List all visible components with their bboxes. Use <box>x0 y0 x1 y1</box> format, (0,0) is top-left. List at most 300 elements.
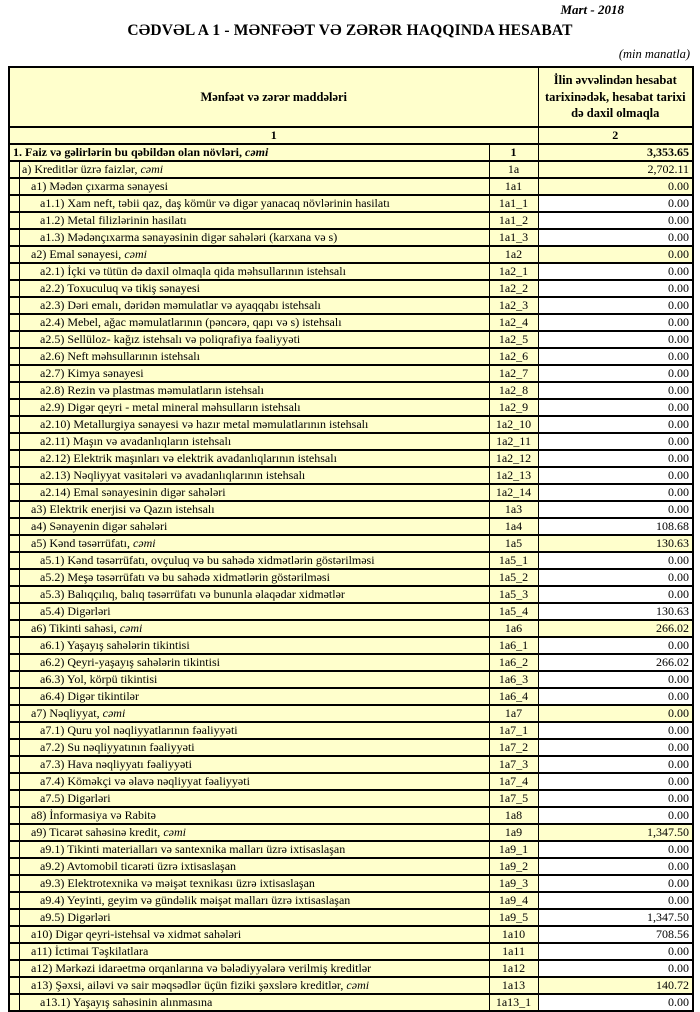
indent-guide-line <box>19 570 20 585</box>
row-code: 1a7_5 <box>489 790 538 807</box>
row-value: 266.02 <box>538 620 693 637</box>
table-row <box>9 552 693 569</box>
row-label-text: a9.1) Tikinti materialları və santexnika malları üzrə ixtisaslaşan <box>40 842 346 856</box>
row-value: 0.00 <box>538 297 693 314</box>
table-row <box>9 382 693 399</box>
row-label <box>9 943 489 960</box>
row-label <box>9 144 489 161</box>
row-code: 1a7_3 <box>489 756 538 773</box>
indent-guide-line <box>19 451 20 466</box>
row-label-text: a9.3) Elektrotexnika və məişət texnikası üzrə ixtisaslaşan <box>40 876 315 890</box>
indent-guide-line <box>19 961 20 976</box>
indent-guide-line <box>19 978 20 993</box>
row-label <box>9 790 489 807</box>
row-value: 0.00 <box>538 382 693 399</box>
row-label <box>9 348 489 365</box>
row-code: 1a11 <box>489 943 538 960</box>
indent-guide-line <box>19 434 20 449</box>
row-value: 0.00 <box>538 212 693 229</box>
row-code: 1a5_2 <box>489 569 538 586</box>
row-value: 0.00 <box>538 807 693 824</box>
indent-guide-line <box>19 264 20 279</box>
row-label-text: a7.2) Su nəqliyyatının fəaliyyəti <box>40 740 195 754</box>
row-label-text: a2.3) Dəri emalı, dəridən məmulatlar və ayaqqabı istehsalı <box>40 298 321 312</box>
row-code: 1a2_4 <box>489 314 538 331</box>
row-label <box>9 450 489 467</box>
indent-guide-line <box>19 281 20 296</box>
row-label <box>9 297 489 314</box>
row-code: 1a9 <box>489 824 538 841</box>
row-code: 1a5_1 <box>489 552 538 569</box>
table-row <box>9 926 693 943</box>
row-label-text: a2.13) Nəqliyyat vasitələri və avadanlıqlarının istehsalı <box>40 468 306 482</box>
row-code: 1a7_4 <box>489 773 538 790</box>
indent-guide-line <box>19 774 20 789</box>
row-value: 0.00 <box>538 467 693 484</box>
row-label <box>9 212 489 229</box>
indent-guide-line <box>19 791 20 806</box>
row-code: 1a2_3 <box>489 297 538 314</box>
indent-guide-line <box>19 689 20 704</box>
row-label-text: a5.3) Balıqçılıq, balıq təsərrüfatı və bununla əlaqədar xidmətlər <box>40 587 345 601</box>
row-code: 1a2_12 <box>489 450 538 467</box>
row-label-text: a5.1) Kənd təsərrüfatı, ovçuluq və bu sahədə xidmətlərin göstərilməsi <box>40 553 375 567</box>
table-row <box>9 722 693 739</box>
header-row <box>9 67 693 127</box>
row-label <box>9 841 489 858</box>
row-code: 1a8 <box>489 807 538 824</box>
row-label-text: a2.9) Digər qeyri - metal mineral məhsulların istehsalı <box>40 400 301 414</box>
indent-guide-line <box>19 842 20 857</box>
row-value: 130.63 <box>538 535 693 552</box>
row-code: 1a2_14 <box>489 484 538 501</box>
row-value: 0.00 <box>538 705 693 722</box>
row-code: 1a6_2 <box>489 654 538 671</box>
row-label-text: a7) Nəqliyyat, cəmi <box>31 706 126 720</box>
indent-guide-line <box>19 706 20 721</box>
row-label <box>9 892 489 909</box>
row-label-text: a2.14) Emal sənayesinin digər sahələri <box>40 485 226 499</box>
table-row <box>9 518 693 535</box>
table-row <box>9 365 693 382</box>
indent-guide-line <box>19 910 20 925</box>
table-row <box>9 569 693 586</box>
row-label <box>9 382 489 399</box>
indent-guide-line <box>19 366 20 381</box>
row-code: 1a2_7 <box>489 365 538 382</box>
table-row <box>9 960 693 977</box>
row-label <box>9 824 489 841</box>
indent-guide-line <box>19 757 20 772</box>
table-row <box>9 892 693 909</box>
row-label <box>9 756 489 773</box>
row-value: 0.00 <box>538 858 693 875</box>
row-code: 1a2_2 <box>489 280 538 297</box>
row-value: 1,347.50 <box>538 824 693 841</box>
row-label-text: a1.3) Mədənçıxarma sənayəsinin digər sahələri (karxana və s) <box>40 230 338 244</box>
row-code: 1a2_8 <box>489 382 538 399</box>
row-code: 1a7_2 <box>489 739 538 756</box>
row-label-text: a1.1) Xam neft, təbii qaz, daş kömür və digər yanacaq növlərinin hasilatı <box>40 196 390 210</box>
row-code: 1a1_1 <box>489 195 538 212</box>
row-label-text: a6.2) Qeyri-yaşayış sahələrin tikintisi <box>40 655 220 669</box>
indent-guide-line <box>19 723 20 738</box>
row-value: 2,702.11 <box>538 161 693 178</box>
row-label <box>9 501 489 518</box>
table-row <box>9 790 693 807</box>
page-title: CƏDVƏL A 1 - MƏNFƏƏT VƏ ZƏRƏR HAQQINDA HESABAT <box>127 22 573 39</box>
row-code: 1a12 <box>489 960 538 977</box>
items-column-header: Mənfəət və zərər maddələri <box>9 67 538 127</box>
row-label <box>9 807 489 824</box>
column-number-row <box>9 127 693 144</box>
table-row <box>9 484 693 501</box>
row-label-text: a10) Digər qeyri-istehsal və xidmət sahələri <box>31 927 242 941</box>
row-value: 0.00 <box>538 450 693 467</box>
row-code: 1a13_1 <box>489 994 538 1011</box>
row-code: 1a2_1 <box>489 263 538 280</box>
table-row <box>9 773 693 790</box>
row-label-text: a6) Tikinti sahəsi, cəmi <box>31 621 143 635</box>
row-label-text: a1) Mədən çıxarma sənayesi <box>31 179 168 193</box>
row-value: 0.00 <box>538 501 693 518</box>
table-row <box>9 739 693 756</box>
row-label-text: a2.4) Mebel, ağac məmulatlarının (pəncərə, qapı və s) istehsalı <box>40 315 342 329</box>
table-row <box>9 195 693 212</box>
table-row <box>9 331 693 348</box>
row-code: 1a2_11 <box>489 433 538 450</box>
table-row <box>9 943 693 960</box>
row-label-text: a11) İctimai Təşkilatlara <box>31 944 149 958</box>
indent-guide-line <box>19 740 20 755</box>
indent-guide-line <box>19 417 20 432</box>
row-label <box>9 433 489 450</box>
row-value: 0.00 <box>538 484 693 501</box>
row-label-text: a2) Emal sənayesi, cəmi <box>31 247 147 261</box>
row-label <box>9 535 489 552</box>
row-label <box>9 620 489 637</box>
table-row <box>9 671 693 688</box>
row-label <box>9 195 489 212</box>
row-value: 0.00 <box>538 280 693 297</box>
row-label-text: a12) Mərkəzi idarəetmə orqanlarına və bələdiyyələrə verilmiş kreditlər <box>31 961 372 975</box>
row-label-text: a2.6) Neft məhsullarının istehsalı <box>40 349 200 363</box>
row-value: 0.00 <box>538 943 693 960</box>
table-row <box>9 161 693 178</box>
row-value: 0.00 <box>538 246 693 263</box>
row-label <box>9 161 489 178</box>
row-label <box>9 875 489 892</box>
row-label-text: a2.2) Toxuculuq və tikiş sənayesi <box>40 281 200 295</box>
table-row <box>9 212 693 229</box>
row-label <box>9 654 489 671</box>
row-label <box>9 586 489 603</box>
indent-guide-line <box>19 315 20 330</box>
table-row <box>9 620 693 637</box>
row-label <box>9 773 489 790</box>
row-label <box>9 331 489 348</box>
row-code: 1a2_5 <box>489 331 538 348</box>
table-row <box>9 875 693 892</box>
indent-guide-line <box>19 825 20 840</box>
indent-guide-line <box>19 196 20 211</box>
indent-guide-line <box>19 672 20 687</box>
row-code: 1a3 <box>489 501 538 518</box>
row-label-text: a7.4) Köməkçi və əlavə nəqliyyat fəaliyyəti <box>40 774 250 788</box>
row-label-text: a2.1) İçki və tütün də daxil olmaqla qida məhsullarının istehsalı <box>40 264 346 278</box>
row-label-text: a6.3) Yol, körpü tikintisi <box>40 672 158 686</box>
row-code: 1a6 <box>489 620 538 637</box>
row-code: 1a13 <box>489 977 538 994</box>
row-value: 0.00 <box>538 552 693 569</box>
row-label <box>9 722 489 739</box>
row-label-text: a13.1) Yaşayış sahəsinin alınmasına <box>40 995 213 1009</box>
row-label-text: a7.3) Hava nəqliyyatı fəaliyyəti <box>40 757 192 771</box>
row-value: 266.02 <box>538 654 693 671</box>
table-row <box>9 263 693 280</box>
indent-guide-line <box>19 332 20 347</box>
indent-guide-line <box>19 655 20 670</box>
row-value: 0.00 <box>538 960 693 977</box>
table-row <box>9 977 693 994</box>
row-label-text: a) Kreditlər üzrə faizlər, cəmi <box>22 162 164 176</box>
table-row <box>9 467 693 484</box>
table-row <box>9 433 693 450</box>
row-value: 0.00 <box>538 365 693 382</box>
indent-guide-line <box>19 927 20 942</box>
row-value: 0.00 <box>538 739 693 756</box>
row-label-text: 1. Faiz və gəlirlərin bu qəbildən olan növləri, cəmi <box>13 145 269 159</box>
row-value: 0.00 <box>538 195 693 212</box>
row-label <box>9 246 489 263</box>
row-label-text: a3) Elektrik enerjisi və Qazın istehsalı <box>31 502 215 516</box>
row-code: 1a2_9 <box>489 399 538 416</box>
row-label <box>9 229 489 246</box>
row-value: 0.00 <box>538 416 693 433</box>
row-label <box>9 365 489 382</box>
row-label-text: a4) Sənayenin digər sahələri <box>31 519 168 533</box>
table-row <box>9 994 693 1011</box>
indent-guide-line <box>19 638 20 653</box>
indent-guide-line <box>19 485 20 500</box>
row-label <box>9 314 489 331</box>
row-value: 0.00 <box>538 348 693 365</box>
row-value: 0.00 <box>538 263 693 280</box>
row-label <box>9 637 489 654</box>
row-label <box>9 484 489 501</box>
row-value: 0.00 <box>538 637 693 654</box>
table-row <box>9 399 693 416</box>
row-label-text: a2.8) Rezin və plastmas məmulatların istehsalı <box>40 383 264 397</box>
row-code: 1a <box>489 161 538 178</box>
row-value: 0.00 <box>538 875 693 892</box>
row-code: 1a2_10 <box>489 416 538 433</box>
row-label-text: a6.4) Digər tikintilər <box>40 689 139 703</box>
row-value: 0.00 <box>538 790 693 807</box>
row-code: 1a9_5 <box>489 909 538 926</box>
table-row <box>9 501 693 518</box>
table-row <box>9 909 693 926</box>
row-label <box>9 178 489 195</box>
row-value: 0.00 <box>538 331 693 348</box>
indent-guide-line <box>19 502 20 517</box>
row-label-text: a9) Ticarət sahəsinə kredit, cəmi <box>31 825 186 839</box>
row-label <box>9 909 489 926</box>
row-label <box>9 416 489 433</box>
row-label-text: a6.1) Yaşayış sahələrin tikintisi <box>40 638 190 652</box>
row-code: 1a2_13 <box>489 467 538 484</box>
row-code: 1a7 <box>489 705 538 722</box>
row-code: 1a10 <box>489 926 538 943</box>
indent-guide-line <box>19 400 20 415</box>
row-value: 0.00 <box>538 994 693 1011</box>
indent-guide-line <box>19 179 20 194</box>
row-value: 0.00 <box>538 892 693 909</box>
items-column-number: 1 <box>9 127 538 144</box>
row-label-text: a9.5) Digərləri <box>40 910 111 924</box>
row-label-text: a2.12) Elektrik maşınları və elektrik avadanlıqlarının istehsalı <box>40 451 337 465</box>
table-row <box>9 229 693 246</box>
row-value: 0.00 <box>538 722 693 739</box>
profit-loss-table <box>8 66 694 1012</box>
indent-guide-line <box>19 808 20 823</box>
row-label <box>9 858 489 875</box>
row-label <box>9 960 489 977</box>
row-value: 708.56 <box>538 926 693 943</box>
row-label <box>9 552 489 569</box>
row-code: 1a6_1 <box>489 637 538 654</box>
row-code: 1a9_4 <box>489 892 538 909</box>
row-label <box>9 994 489 1011</box>
indent-guide-line <box>19 876 20 891</box>
row-value: 1,347.50 <box>538 909 693 926</box>
unit-note: (min manatla) <box>618 47 690 61</box>
row-label <box>9 977 489 994</box>
table-header <box>9 67 693 144</box>
indent-guide-line <box>19 298 20 313</box>
row-label-text: a5.4) Digərləri <box>40 604 111 618</box>
table-row <box>9 246 693 263</box>
row-value: 0.00 <box>538 671 693 688</box>
indent-guide-line <box>19 162 20 177</box>
table-row <box>9 144 693 161</box>
table-row <box>9 688 693 705</box>
row-label <box>9 518 489 535</box>
row-code: 1a5_4 <box>489 603 538 620</box>
table-row <box>9 858 693 875</box>
indent-guide-line <box>19 604 20 619</box>
row-label <box>9 926 489 943</box>
row-code: 1a1_3 <box>489 229 538 246</box>
row-code: 1a4 <box>489 518 538 535</box>
indent-guide-line <box>19 349 20 364</box>
row-label-text: a7.1) Quru yol nəqliyyatlarının fəaliyyəti <box>40 723 238 737</box>
row-label <box>9 671 489 688</box>
indent-guide-line <box>19 519 20 534</box>
row-label <box>9 467 489 484</box>
row-value: 0.00 <box>538 586 693 603</box>
indent-guide-line <box>19 230 20 245</box>
table-row <box>9 654 693 671</box>
row-label-text: a2.11) Maşın və avadanlıqların istehsalı <box>40 434 232 448</box>
row-label-text: a2.7) Kimya sənayesi <box>40 366 144 380</box>
row-code: 1a1_2 <box>489 212 538 229</box>
row-label <box>9 739 489 756</box>
indent-guide-line <box>19 213 20 228</box>
table-row <box>9 178 693 195</box>
row-value: 0.00 <box>538 399 693 416</box>
row-value: 130.63 <box>538 603 693 620</box>
row-value: 0.00 <box>538 569 693 586</box>
row-label <box>9 569 489 586</box>
row-label-text: a8) İnformasiya və Rabitə <box>31 808 156 822</box>
table-row <box>9 297 693 314</box>
row-code: 1a7_1 <box>489 722 538 739</box>
row-label <box>9 705 489 722</box>
table-row <box>9 824 693 841</box>
row-value: 108.68 <box>538 518 693 535</box>
row-label <box>9 280 489 297</box>
row-value: 0.00 <box>538 773 693 790</box>
table-row <box>9 535 693 552</box>
row-code: 1a9_3 <box>489 875 538 892</box>
row-label-text: a2.10) Metallurgiya sənayesi və hazır metal məmulatlarının istehsalı <box>40 417 369 431</box>
row-label <box>9 603 489 620</box>
row-label-text: a13) Şəxsi, ailəvi və sair məqsədlər üçün fiziki şəxslərə kreditlər, cəmi <box>31 978 370 992</box>
report-period: Mart - 2018 <box>560 2 624 17</box>
table-row <box>9 705 693 722</box>
row-value: 0.00 <box>538 841 693 858</box>
row-value: 3,353.65 <box>538 144 693 161</box>
table-body <box>9 144 693 1011</box>
row-code: 1a2_6 <box>489 348 538 365</box>
table-row <box>9 841 693 858</box>
row-label-text: a9.2) Avtomobil ticarəti üzrə ixtisaslaşan <box>40 859 237 873</box>
row-value: 0.00 <box>538 756 693 773</box>
indent-guide-line <box>19 621 20 636</box>
row-code: 1a5 <box>489 535 538 552</box>
indent-guide-line <box>19 383 20 398</box>
indent-guide-line <box>19 468 20 483</box>
table-row <box>9 637 693 654</box>
value-column-number: 2 <box>538 127 693 144</box>
row-label <box>9 263 489 280</box>
row-label-text: a7.5) Digərləri <box>40 791 111 805</box>
indent-guide-line <box>19 995 20 1010</box>
indent-guide-line <box>19 553 20 568</box>
row-value: 0.00 <box>538 178 693 195</box>
row-label-text: a1.2) Metal filizlərinin hasilatı <box>40 213 187 227</box>
table-row <box>9 756 693 773</box>
indent-guide-line <box>19 587 20 602</box>
row-label-text: a5.2) Meşə təsərrüfatı və bu sahədə xidmətlərin göstərilməsi <box>40 570 330 584</box>
row-value: 0.00 <box>538 433 693 450</box>
indent-guide-line <box>19 536 20 551</box>
row-label-text: a9.4) Yeyinti, geyim və gündəlik məişət malları üzrə ixtisaslaşan <box>40 893 351 907</box>
value-column-header: İlin əvvəlindən hesabat tarixinədək, hesabat tarixi də daxil olmaqla <box>538 67 693 127</box>
row-label <box>9 399 489 416</box>
table-row <box>9 416 693 433</box>
table-row <box>9 586 693 603</box>
row-code: 1 <box>489 144 538 161</box>
row-label-text: a5) Kənd təsərrüfatı, cəmi <box>31 536 156 550</box>
table-row <box>9 603 693 620</box>
row-value: 0.00 <box>538 229 693 246</box>
row-label-text: a2.5) Sellüloz- kağız istehsalı və poliqrafiya fəaliyyəti <box>40 332 301 346</box>
row-value: 0.00 <box>538 688 693 705</box>
table-row <box>9 348 693 365</box>
indent-guide-line <box>19 893 20 908</box>
